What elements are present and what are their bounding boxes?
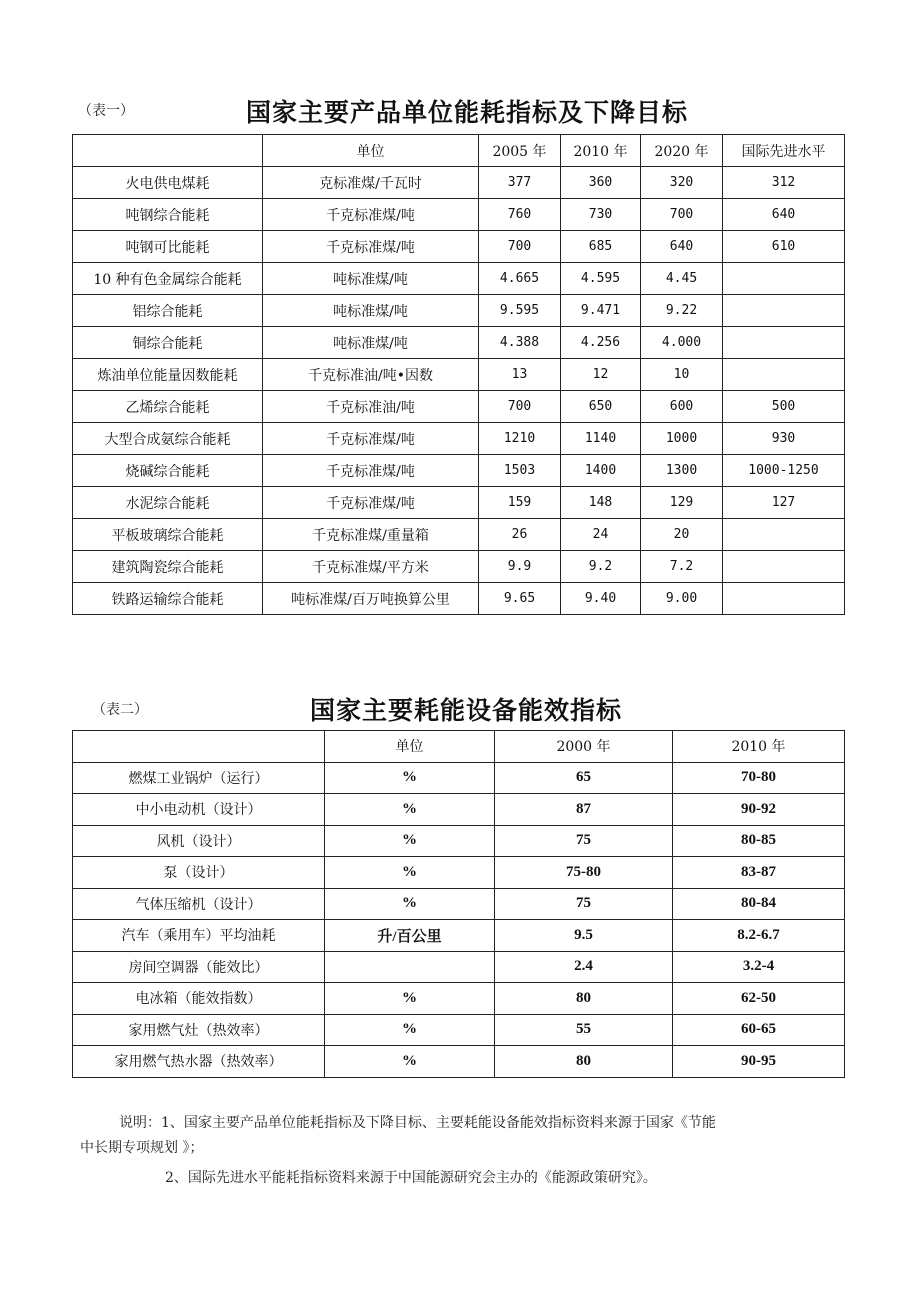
table1 [72, 134, 845, 615]
table-cell: 泵（设计） [73, 857, 325, 889]
table-row [73, 857, 845, 889]
table-cell: 90-95 [673, 1046, 845, 1078]
table1-title: 国家主要产品单位能耗指标及下降目标 [246, 98, 689, 127]
table-cell: % [325, 762, 495, 794]
table-cell: 1400 [561, 455, 641, 487]
table-cell: 610 [723, 231, 845, 263]
table-cell: 铁路运输综合能耗 [73, 583, 263, 615]
table-cell: 640 [641, 231, 723, 263]
table-cell: % [325, 888, 495, 920]
table-cell: 20 [641, 519, 723, 551]
column-header [73, 135, 263, 167]
table-cell: 7.2 [641, 551, 723, 583]
table-cell: 26 [479, 519, 561, 551]
table-cell: 930 [723, 423, 845, 455]
table-cell: 80-84 [673, 888, 845, 920]
table-cell: 房间空调器（能效比） [73, 951, 325, 983]
table-cell: 4.388 [479, 327, 561, 359]
note-line1a: 说明：1、国家主要产品单位能耗指标及下降目标、主要耗能设备能效指标资料来源于国家《节能 [119, 1115, 716, 1131]
table-cell: 148 [561, 487, 641, 519]
table-cell: 千克标准煤/吨 [263, 199, 479, 231]
table-cell: 3.2-4 [673, 951, 845, 983]
table-row [73, 359, 845, 391]
table1-tag: （表一） [78, 103, 134, 119]
table-cell: 风机（设计） [73, 825, 325, 857]
table-cell: 气体压缩机（设计） [73, 888, 325, 920]
table2-header-row [73, 731, 845, 763]
column-header: 国际先进水平 [723, 135, 845, 167]
table-cell: 80-85 [673, 825, 845, 857]
table-cell: 13 [479, 359, 561, 391]
table-cell: 377 [479, 167, 561, 199]
table-cell: 760 [479, 199, 561, 231]
table-cell: % [325, 1046, 495, 1078]
table-cell: 60-65 [673, 1014, 845, 1046]
table-cell: 127 [723, 487, 845, 519]
table-cell: 4.595 [561, 263, 641, 295]
table-cell: 9.471 [561, 295, 641, 327]
table-cell: % [325, 857, 495, 889]
table-cell: 87 [495, 794, 673, 826]
table-cell: 80 [495, 1046, 673, 1078]
table-cell: 8.2-6.7 [673, 920, 845, 952]
table-cell: 铜综合能耗 [73, 327, 263, 359]
column-header: 2000 年 [495, 731, 673, 763]
table-row [73, 263, 845, 295]
table-cell: 4.45 [641, 263, 723, 295]
table-cell: 千克标准油/吨•因数 [263, 359, 479, 391]
table-row [73, 888, 845, 920]
table-row [73, 423, 845, 455]
table-cell: 55 [495, 1014, 673, 1046]
column-header [73, 731, 325, 763]
table-cell: % [325, 983, 495, 1015]
table-cell: 500 [723, 391, 845, 423]
table-cell [723, 327, 845, 359]
table-cell: 312 [723, 167, 845, 199]
table-cell: 9.40 [561, 583, 641, 615]
table-cell: 千克标准煤/平方米 [263, 551, 479, 583]
table-cell: 克标准煤/千瓦时 [263, 167, 479, 199]
table-cell: 千克标准煤/吨 [263, 231, 479, 263]
table-cell: 75-80 [495, 857, 673, 889]
table-cell: 千克标准煤/吨 [263, 423, 479, 455]
column-header: 2005 年 [479, 135, 561, 167]
table-row [73, 794, 845, 826]
table-cell: 75 [495, 888, 673, 920]
table-row [73, 487, 845, 519]
table-cell: 4.000 [641, 327, 723, 359]
table-cell: 千克标准煤/重量箱 [263, 519, 479, 551]
table-cell [723, 263, 845, 295]
table-cell: 中小电动机（设计） [73, 794, 325, 826]
table-row [73, 983, 845, 1015]
table-cell: 吨钢综合能耗 [73, 199, 263, 231]
table-cell: 4.665 [479, 263, 561, 295]
table-cell: 铝综合能耗 [73, 295, 263, 327]
table-cell: 1210 [479, 423, 561, 455]
table-cell: 1000-1250 [723, 455, 845, 487]
table-cell: 9.00 [641, 583, 723, 615]
table-cell: 大型合成氨综合能耗 [73, 423, 263, 455]
table-cell: 烧碱综合能耗 [73, 455, 263, 487]
table-row [73, 762, 845, 794]
table-cell: 80 [495, 983, 673, 1015]
note-line1b: 中长期专项规划 》； [80, 1140, 204, 1156]
table-row [73, 1046, 845, 1078]
column-header: 单位 [325, 731, 495, 763]
table-cell: 燃煤工业锅炉（运行） [73, 762, 325, 794]
table-row [73, 199, 845, 231]
table-cell: 24 [561, 519, 641, 551]
note-line2: 2、国际先进水平能耗指标资料来源于中国能源研究会主办的《能源政策研究》。 [165, 1170, 657, 1186]
table-cell [723, 583, 845, 615]
table1-header-row [73, 135, 845, 167]
table-cell: 10 种有色金属综合能耗 [73, 263, 263, 295]
table-cell [723, 295, 845, 327]
column-header: 2010 年 [673, 731, 845, 763]
table-cell: 12 [561, 359, 641, 391]
column-header: 单位 [263, 135, 479, 167]
table-row [73, 231, 845, 263]
table-cell: 600 [641, 391, 723, 423]
table-cell: 650 [561, 391, 641, 423]
table-cell: 9.65 [479, 583, 561, 615]
table-cell: 685 [561, 231, 641, 263]
table-row [73, 519, 845, 551]
table-row [73, 295, 845, 327]
table2-title: 国家主要耗能设备能效指标 [310, 696, 623, 725]
table-cell: 730 [561, 199, 641, 231]
table-cell [325, 951, 495, 983]
table-cell: 320 [641, 167, 723, 199]
table-cell: 10 [641, 359, 723, 391]
table-cell: 83-87 [673, 857, 845, 889]
table-cell [723, 519, 845, 551]
table-cell: 75 [495, 825, 673, 857]
table-cell: 4.256 [561, 327, 641, 359]
table-cell: 9.5 [495, 920, 673, 952]
table-cell: 1300 [641, 455, 723, 487]
table-cell: 129 [641, 487, 723, 519]
table-cell: 1503 [479, 455, 561, 487]
table-cell: 平板玻璃综合能耗 [73, 519, 263, 551]
table-cell [723, 551, 845, 583]
table-cell: 电冰箱（能效指数） [73, 983, 325, 1015]
table-cell: 9.22 [641, 295, 723, 327]
table-cell: % [325, 825, 495, 857]
table-cell: % [325, 794, 495, 826]
table-cell: 700 [479, 231, 561, 263]
table-cell: % [325, 1014, 495, 1046]
table-cell: 水泥综合能耗 [73, 487, 263, 519]
table-cell: 700 [641, 199, 723, 231]
table-row [73, 951, 845, 983]
table-cell: 2.4 [495, 951, 673, 983]
column-header: 2020 年 [641, 135, 723, 167]
table-row [73, 551, 845, 583]
table-cell [723, 359, 845, 391]
table-cell: 640 [723, 199, 845, 231]
table-row [73, 327, 845, 359]
table-cell: 吨钢可比能耗 [73, 231, 263, 263]
table-row [73, 825, 845, 857]
table-cell: 家用燃气热水器（热效率） [73, 1046, 325, 1078]
table-cell: 9.595 [479, 295, 561, 327]
table-cell: 1140 [561, 423, 641, 455]
table-cell: 吨标准煤/吨 [263, 263, 479, 295]
table-cell: 700 [479, 391, 561, 423]
table-cell: 9.2 [561, 551, 641, 583]
table-cell: 火电供电煤耗 [73, 167, 263, 199]
table-cell: 升/百公里 [325, 920, 495, 952]
table-cell: 建筑陶瓷综合能耗 [73, 551, 263, 583]
table-cell: 90-92 [673, 794, 845, 826]
column-header: 2010 年 [561, 135, 641, 167]
table-row [73, 391, 845, 423]
table-row [73, 455, 845, 487]
table2 [72, 730, 845, 1078]
table-cell: 1000 [641, 423, 723, 455]
table-row [73, 1014, 845, 1046]
table-cell: 乙烯综合能耗 [73, 391, 263, 423]
table-cell: 千克标准煤/吨 [263, 487, 479, 519]
table-cell: 62-50 [673, 983, 845, 1015]
table-cell: 吨标准煤/百万吨换算公里 [263, 583, 479, 615]
table-row [73, 167, 845, 199]
table-cell: 吨标准煤/吨 [263, 295, 479, 327]
table-cell: 汽车（乘用车）平均油耗 [73, 920, 325, 952]
table-cell: 吨标准煤/吨 [263, 327, 479, 359]
table-cell: 360 [561, 167, 641, 199]
table-cell: 65 [495, 762, 673, 794]
table-cell: 159 [479, 487, 561, 519]
table-cell: 9.9 [479, 551, 561, 583]
table-row [73, 583, 845, 615]
table2-tag: （表二） [92, 702, 148, 718]
table-cell: 千克标准油/吨 [263, 391, 479, 423]
table-cell: 千克标准煤/吨 [263, 455, 479, 487]
table-row [73, 920, 845, 952]
table-cell: 家用燃气灶（热效率） [73, 1014, 325, 1046]
table-cell: 炼油单位能量因数能耗 [73, 359, 263, 391]
table-cell: 70-80 [673, 762, 845, 794]
